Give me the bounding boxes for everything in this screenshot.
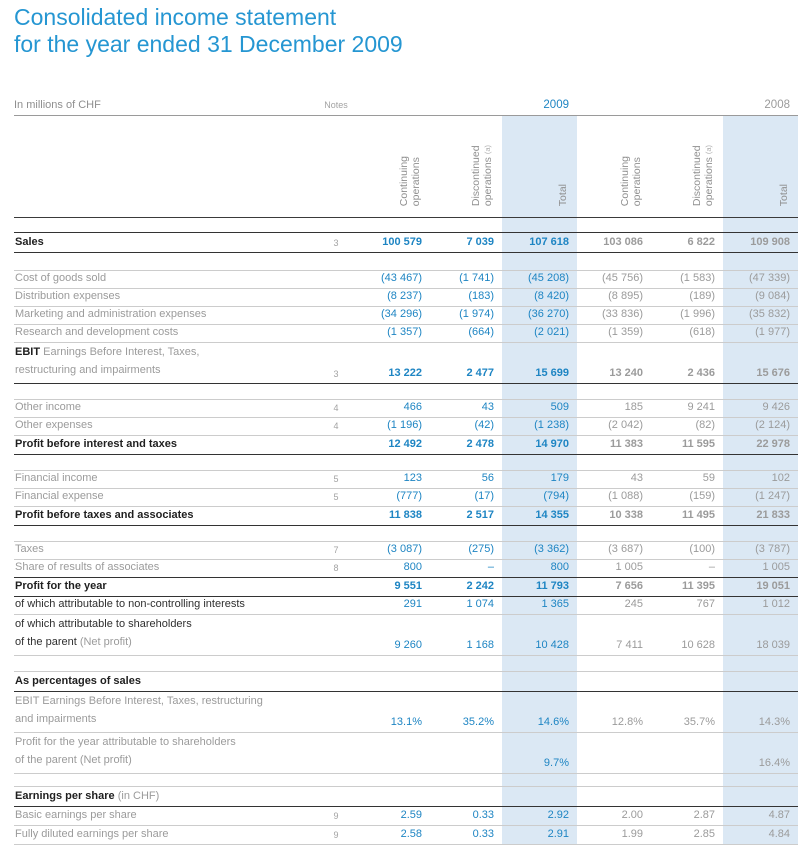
table-row (14, 733, 798, 774)
value-cell (352, 526, 430, 542)
table-row (14, 418, 798, 436)
value-cell: 10 628 (651, 615, 723, 656)
table-row (14, 233, 798, 253)
value-cell (430, 384, 502, 400)
row-label: Profit for the year attributable to shareholders of the parent (Net profit) (14, 733, 320, 774)
row-label: of which attributable to non-controlling interests (14, 597, 320, 615)
value-cell (577, 526, 651, 542)
value-cell: 1 005 (723, 560, 798, 578)
value-cell: 185 (577, 400, 651, 418)
value-cell: 12.8% (577, 692, 651, 733)
note-reference (320, 455, 352, 471)
row-label: EBIT Earnings Before Interest, Taxes, restructuring and impairments (14, 343, 320, 384)
value-cell (723, 656, 798, 672)
value-cell (352, 218, 430, 233)
value-cell: (1 741) (430, 271, 502, 289)
spacer-row (14, 774, 798, 787)
value-cell (352, 774, 430, 787)
value-cell: (17) (430, 489, 502, 507)
value-cell: 2.00 (577, 807, 651, 826)
table-row (14, 507, 798, 526)
value-cell (352, 656, 430, 672)
notes-column-header: Notes (320, 94, 352, 116)
value-cell: 13.1% (352, 692, 430, 733)
row-label: Other expenses (14, 418, 320, 436)
value-cell: 107 618 (502, 233, 577, 253)
note-reference: 3 (320, 233, 352, 253)
value-cell: (34 296) (352, 307, 430, 325)
row-label: Distribution expenses (14, 289, 320, 307)
value-cell: 103 086 (577, 233, 651, 253)
value-cell: 800 (352, 560, 430, 578)
year-header-2009: 2009 (502, 94, 577, 116)
value-cell (577, 218, 651, 233)
table-row (14, 578, 798, 597)
table-row (14, 271, 798, 289)
value-cell (502, 774, 577, 787)
value-cell (502, 656, 577, 672)
note-reference (320, 774, 352, 787)
value-cell: 59 (651, 471, 723, 489)
value-cell: 13 222 (352, 343, 430, 384)
column-header-total-2009 (502, 116, 577, 218)
page-title-line1: Consolidated income statement (14, 4, 337, 30)
value-cell: 9.7% (502, 733, 577, 774)
table-row (14, 597, 798, 615)
note-reference (320, 325, 352, 343)
note-reference (320, 436, 352, 455)
row-label (14, 656, 320, 672)
value-cell: (8 895) (577, 289, 651, 307)
value-cell: 15 676 (723, 343, 798, 384)
table-row (14, 542, 798, 560)
row-label: Sales (14, 233, 320, 253)
value-cell: (2 021) (502, 325, 577, 343)
row-label: Earnings per share (in CHF) (14, 787, 320, 807)
value-cell (723, 787, 798, 807)
income-statement-table (14, 94, 798, 845)
value-cell (430, 526, 502, 542)
value-cell (430, 733, 502, 774)
note-reference (320, 597, 352, 615)
rotated-column-label: Total (778, 183, 790, 206)
value-cell: 6 822 (651, 233, 723, 253)
table-row (14, 289, 798, 307)
value-cell: (1 247) (723, 489, 798, 507)
row-label: Other income (14, 400, 320, 418)
value-cell: (1 359) (577, 325, 651, 343)
table-row (14, 489, 798, 507)
value-cell: 11 595 (651, 436, 723, 455)
value-cell: 35.2% (430, 692, 502, 733)
unit-label: In millions of CHF (14, 94, 320, 116)
value-cell: (3 687) (577, 542, 651, 560)
row-label (14, 526, 320, 542)
value-cell: (1 974) (430, 307, 502, 325)
column-header-total-2008 (723, 116, 798, 218)
spacer-row (14, 218, 798, 233)
value-cell (502, 787, 577, 807)
value-cell: 2.85 (651, 826, 723, 845)
value-cell: (2 124) (723, 418, 798, 436)
value-cell: 18 039 (723, 615, 798, 656)
value-cell (352, 733, 430, 774)
value-cell (430, 455, 502, 471)
value-cell: 2 477 (430, 343, 502, 384)
value-cell (577, 672, 651, 692)
value-cell (430, 656, 502, 672)
value-cell: (1 238) (502, 418, 577, 436)
value-cell: 2.92 (502, 807, 577, 826)
value-cell: 2 517 (430, 507, 502, 526)
value-cell: (3 362) (502, 542, 577, 560)
value-cell: 4.84 (723, 826, 798, 845)
table-row (14, 615, 798, 656)
value-cell: 1 012 (723, 597, 798, 615)
note-reference (320, 218, 352, 233)
value-cell (651, 672, 723, 692)
value-cell: (1 357) (352, 325, 430, 343)
value-cell: (43 467) (352, 271, 430, 289)
value-cell: (777) (352, 489, 430, 507)
spacer-row (14, 656, 798, 672)
value-cell: 14 970 (502, 436, 577, 455)
value-cell (502, 218, 577, 233)
value-cell (651, 526, 723, 542)
value-cell: (1 196) (352, 418, 430, 436)
rotated-column-label: Continuing operations (619, 155, 643, 206)
value-cell: (2 042) (577, 418, 651, 436)
note-reference: 5 (320, 489, 352, 507)
note-reference (320, 507, 352, 526)
note-reference (320, 672, 352, 692)
value-cell: 109 908 (723, 233, 798, 253)
rotated-column-label: Continuing operations (398, 155, 422, 206)
row-label: Marketing and administration expenses (14, 307, 320, 325)
value-cell: 2.91 (502, 826, 577, 845)
spacer-row (14, 253, 798, 271)
value-cell (502, 526, 577, 542)
value-cell: 2.59 (352, 807, 430, 826)
value-cell: (1 583) (651, 271, 723, 289)
value-cell: 14 355 (502, 507, 577, 526)
table-row (14, 560, 798, 578)
row-label: Financial income (14, 471, 320, 489)
value-cell (577, 656, 651, 672)
column-header-continuing-operations-2009 (352, 116, 430, 218)
row-label: Research and development costs (14, 325, 320, 343)
value-cell (651, 774, 723, 787)
value-cell (723, 218, 798, 233)
value-cell (723, 774, 798, 787)
value-cell: 2 478 (430, 436, 502, 455)
value-cell (502, 384, 577, 400)
value-cell: (45 756) (577, 271, 651, 289)
value-cell: 9 426 (723, 400, 798, 418)
table-row (14, 400, 798, 418)
table-row (14, 307, 798, 325)
value-cell: 1.99 (577, 826, 651, 845)
note-reference (320, 307, 352, 325)
value-cell: 11 495 (651, 507, 723, 526)
value-cell: – (430, 560, 502, 578)
value-cell: 1 365 (502, 597, 577, 615)
value-cell: (3 787) (723, 542, 798, 560)
row-label: Cost of goods sold (14, 271, 320, 289)
value-cell: 22 978 (723, 436, 798, 455)
value-cell: 43 (577, 471, 651, 489)
value-cell: (1 977) (723, 325, 798, 343)
note-reference: 9 (320, 826, 352, 845)
row-label: Profit before interest and taxes (14, 436, 320, 455)
note-reference: 4 (320, 418, 352, 436)
value-cell: 14.3% (723, 692, 798, 733)
column-header-continuing-operations-2008 (577, 116, 651, 218)
value-cell: – (651, 560, 723, 578)
value-cell (430, 218, 502, 233)
value-cell (651, 455, 723, 471)
value-cell (651, 787, 723, 807)
row-label (14, 455, 320, 471)
note-reference (320, 578, 352, 597)
value-cell (430, 253, 502, 271)
value-cell: 11 383 (577, 436, 651, 455)
value-cell (577, 774, 651, 787)
table-row (14, 343, 798, 384)
value-cell: (100) (651, 542, 723, 560)
value-cell: (1 088) (577, 489, 651, 507)
value-cell (352, 384, 430, 400)
value-cell: (8 420) (502, 289, 577, 307)
value-cell: 7 656 (577, 578, 651, 597)
row-label: EBIT Earnings Before Interest, Taxes, restructuring and impairments (14, 692, 320, 733)
table-row (14, 692, 798, 733)
value-cell: 9 241 (651, 400, 723, 418)
column-header-discontinued-operations-2008 (651, 116, 723, 218)
rotated-column-label: Total (557, 183, 569, 206)
value-cell: 13 240 (577, 343, 651, 384)
value-cell: 509 (502, 400, 577, 418)
value-cell: 102 (723, 471, 798, 489)
row-label (14, 774, 320, 787)
value-cell: (189) (651, 289, 723, 307)
value-cell (577, 384, 651, 400)
value-cell (352, 253, 430, 271)
value-cell: 800 (502, 560, 577, 578)
value-cell: 35.7% (651, 692, 723, 733)
value-cell: 7 411 (577, 615, 651, 656)
value-cell: 11 395 (651, 578, 723, 597)
value-cell: (42) (430, 418, 502, 436)
value-cell: (8 237) (352, 289, 430, 307)
value-cell: 2 242 (430, 578, 502, 597)
value-cell: 2.87 (651, 807, 723, 826)
value-cell: 466 (352, 400, 430, 418)
value-cell: 12 492 (352, 436, 430, 455)
footnote-marker: (a) (704, 144, 713, 155)
rotated-column-headers-row (14, 116, 798, 218)
value-cell (651, 733, 723, 774)
value-cell: (664) (430, 325, 502, 343)
value-cell: 21 833 (723, 507, 798, 526)
value-cell: (82) (651, 418, 723, 436)
value-cell (502, 253, 577, 271)
table-header-row (14, 94, 798, 116)
spacer-row (14, 455, 798, 471)
value-cell: 15 699 (502, 343, 577, 384)
value-cell: 1 074 (430, 597, 502, 615)
spacer-row (14, 384, 798, 400)
value-cell (352, 672, 430, 692)
value-cell: 10 428 (502, 615, 577, 656)
page-title (14, 4, 803, 58)
note-reference: 3 (320, 343, 352, 384)
value-cell: 2.58 (352, 826, 430, 845)
spacer-row (14, 526, 798, 542)
value-cell: (33 836) (577, 307, 651, 325)
value-cell: (794) (502, 489, 577, 507)
note-reference (320, 253, 352, 271)
value-cell (352, 455, 430, 471)
table-row (14, 672, 798, 692)
value-cell: 16.4% (723, 733, 798, 774)
value-cell (502, 455, 577, 471)
value-cell: 11 838 (352, 507, 430, 526)
value-cell: 100 579 (352, 233, 430, 253)
row-label (14, 218, 320, 233)
value-cell: 767 (651, 597, 723, 615)
income-statement-page (0, 4, 803, 840)
value-cell: (35 832) (723, 307, 798, 325)
value-cell (651, 384, 723, 400)
value-cell: (3 087) (352, 542, 430, 560)
column-header-discontinued-operations-2009 (430, 116, 502, 218)
value-cell: (47 339) (723, 271, 798, 289)
value-cell: 179 (502, 471, 577, 489)
value-cell: 7 039 (430, 233, 502, 253)
value-cell (577, 733, 651, 774)
value-cell (651, 656, 723, 672)
value-cell: 4.87 (723, 807, 798, 826)
row-label: Fully diluted earnings per share (14, 826, 320, 845)
value-cell: 56 (430, 471, 502, 489)
table-row (14, 436, 798, 455)
value-cell: (45 208) (502, 271, 577, 289)
value-cell: (159) (651, 489, 723, 507)
note-reference: 4 (320, 400, 352, 418)
value-cell (430, 774, 502, 787)
value-cell (577, 253, 651, 271)
value-cell: 11 793 (502, 578, 577, 597)
value-cell: 19 051 (723, 578, 798, 597)
value-cell: 9 260 (352, 615, 430, 656)
value-cell: 43 (430, 400, 502, 418)
value-cell: (183) (430, 289, 502, 307)
row-label: Profit before taxes and associates (14, 507, 320, 526)
value-cell: 14.6% (502, 692, 577, 733)
rotated-column-label: Discontinued operations (a) (470, 144, 494, 206)
value-cell (430, 787, 502, 807)
table-row (14, 787, 798, 807)
table-row (14, 807, 798, 826)
page-title-line2: for the year ended 31 December 2009 (14, 31, 403, 57)
value-cell: 245 (577, 597, 651, 615)
value-cell: (1 996) (651, 307, 723, 325)
row-label: As percentages of sales (14, 672, 320, 692)
rotated-column-label: Discontinued operations (a) (691, 144, 715, 206)
value-cell (577, 787, 651, 807)
row-label (14, 253, 320, 271)
note-reference (320, 526, 352, 542)
value-cell (723, 253, 798, 271)
value-cell: 291 (352, 597, 430, 615)
value-cell (723, 384, 798, 400)
value-cell (723, 455, 798, 471)
value-cell (502, 672, 577, 692)
value-cell: 10 338 (577, 507, 651, 526)
row-label (14, 384, 320, 400)
note-reference (320, 787, 352, 807)
note-reference (320, 692, 352, 733)
note-reference: 5 (320, 471, 352, 489)
value-cell: 1 168 (430, 615, 502, 656)
note-reference: 8 (320, 560, 352, 578)
note-reference (320, 615, 352, 656)
note-reference (320, 384, 352, 400)
row-label: Taxes (14, 542, 320, 560)
value-cell: 0.33 (430, 826, 502, 845)
value-cell (651, 253, 723, 271)
row-label: Profit for the year (14, 578, 320, 597)
value-cell (723, 672, 798, 692)
value-cell: (36 270) (502, 307, 577, 325)
year-header-2008: 2008 (723, 94, 798, 116)
row-label: Share of results of associates (14, 560, 320, 578)
value-cell: 9 551 (352, 578, 430, 597)
note-reference (320, 289, 352, 307)
row-label: Financial expense (14, 489, 320, 507)
table-row (14, 325, 798, 343)
value-cell: 2 436 (651, 343, 723, 384)
note-reference: 9 (320, 807, 352, 826)
note-reference (320, 733, 352, 774)
value-cell: 1 005 (577, 560, 651, 578)
footnote-marker: (a) (483, 144, 492, 155)
note-reference (320, 656, 352, 672)
value-cell: (9 084) (723, 289, 798, 307)
value-cell: (275) (430, 542, 502, 560)
table-row (14, 826, 798, 845)
note-reference (320, 271, 352, 289)
table-row (14, 471, 798, 489)
value-cell: 123 (352, 471, 430, 489)
row-label: of which attributable to shareholders of the parent (Net profit) (14, 615, 320, 656)
row-label: Basic earnings per share (14, 807, 320, 826)
value-cell (651, 218, 723, 233)
value-cell (430, 672, 502, 692)
value-cell: 0.33 (430, 807, 502, 826)
value-cell (723, 526, 798, 542)
note-reference: 7 (320, 542, 352, 560)
value-cell: (618) (651, 325, 723, 343)
value-cell (577, 455, 651, 471)
value-cell (352, 787, 430, 807)
